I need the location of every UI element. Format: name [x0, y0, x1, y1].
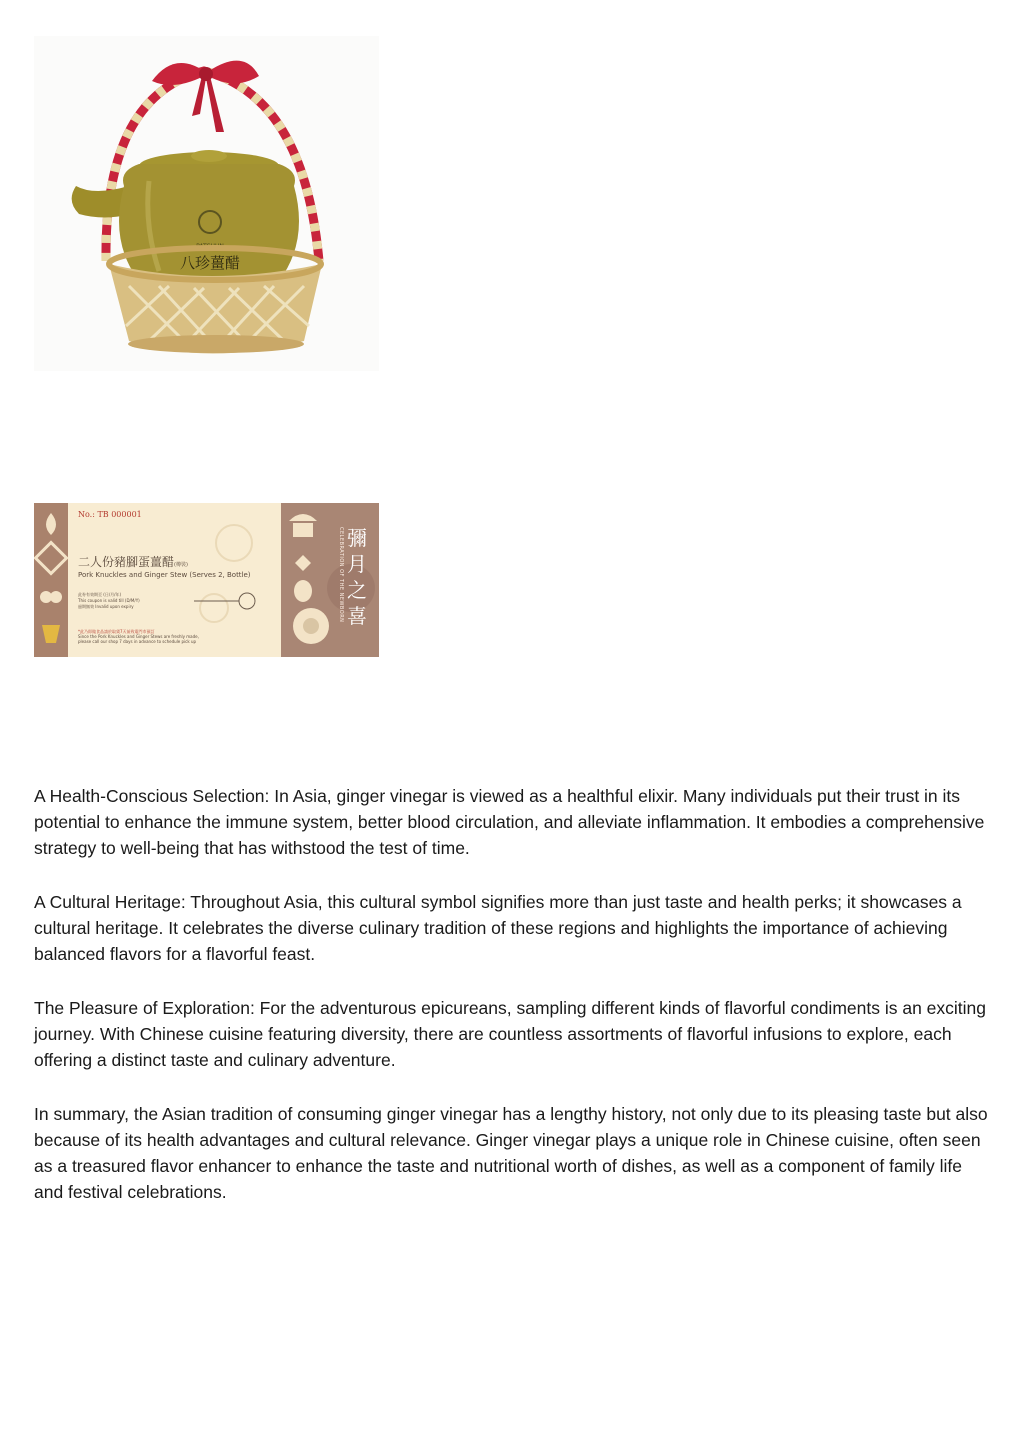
paragraph-exploration: The Pleasure of Exploration: For the adventurous epicureans, sampling different kinds of flavorful condiments is an exciting journey. With Chinese cuisine featuring diversity, there are countless assortments of flavorful infusions to explore, each offering a distinct taste and culinary adventure.: [34, 998, 986, 1070]
coupon-side-title-en: CELEBRATION OF THE NEWBORN: [338, 527, 344, 623]
coupon-image: [34, 503, 379, 657]
paragraph-heritage: A Cultural Heritage: Throughout Asia, this cultural symbol signifies more than just taste and health perks; it showcases a cultural heritage. It celebrates the diverse culinary tradition of these regions and highlights the importance of achieving balanced flavors for a flavorful feast.: [34, 892, 962, 964]
coupon-validity: 此券有效期至 (日/月/年) This coupon is valid till (D/M/Y) 過期無效 Invalid upon expiry: [78, 592, 140, 609]
coupon-title-zh: 二人份豬腳蛋薑醋(樽裝): [78, 555, 188, 569]
svg-text:PATCHUN: PATCHUN: [196, 243, 224, 250]
product-photo: [34, 36, 379, 371]
coupon-title-en: Pork Knuckles and Ginger Stew (Serves 2, Bottle): [78, 571, 251, 579]
article-body: [34, 783, 994, 1233]
paragraph-health: A Health-Conscious Selection: In Asia, ginger vinegar is viewed as a healthful elixir. Many individuals put their trust in its potential to enhance the immune system, better blood circulation, and alleviate inflammation. It embodies a comprehensive strategy to well-being that has withstood the test of time.: [34, 786, 985, 858]
ginger-vinegar-jar-in-basket-icon: [34, 36, 379, 371]
coupon-note: *此乃即做食品請於取貨7天前致電門市預訂 Since the Pork Knuckles and Ginger Stews are freshly made, please call our shop 7 days in advance to schedule pick up: [78, 629, 199, 644]
coupon-serial: No.: TB 000001: [78, 510, 142, 519]
coupon-right-band: [281, 503, 379, 657]
coupon-side-title-zh: 彌月之喜: [347, 526, 367, 628]
paragraph-summary: In summary, the Asian tradition of consuming ginger vinegar has a lengthy history, not only due to its pleasing taste but also because of its health advantages and cultural relevance. Ginger vinegar plays a unique role in Chinese cuisine, often seen as a treasured flavor enhancer to enhance the taste and nutritional worth of dishes, as well as a component of family life and festival celebrations.: [34, 1104, 988, 1202]
svg-text:八珍薑醋: 八珍薑醋: [179, 254, 241, 272]
